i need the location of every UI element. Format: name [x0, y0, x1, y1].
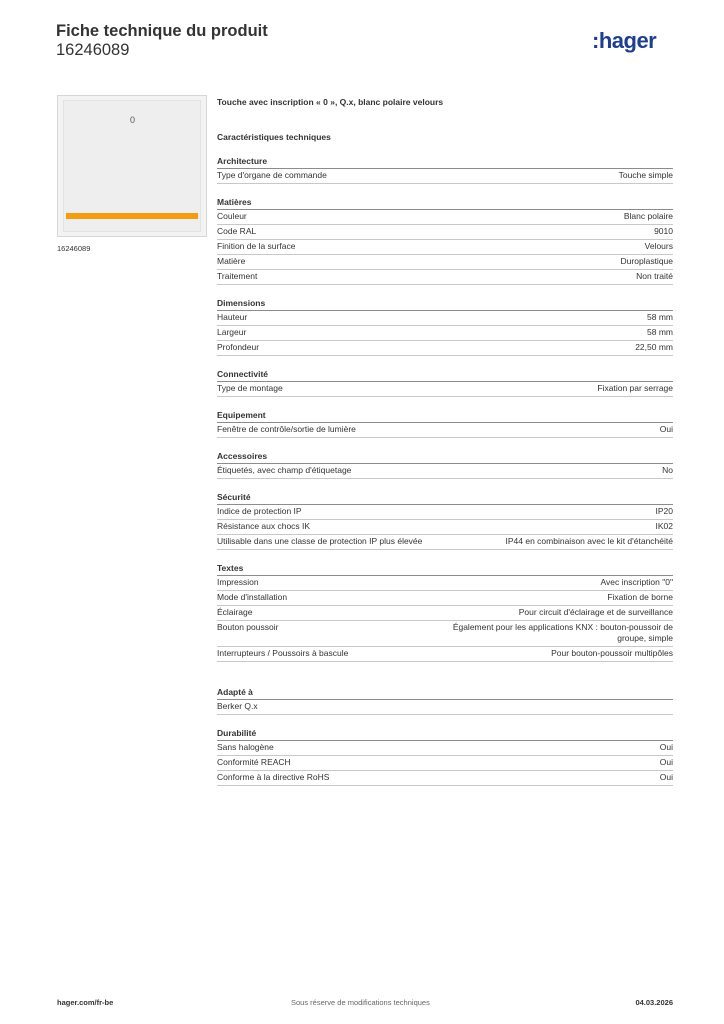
spec-label: Berker Q.x	[217, 701, 258, 711]
spec-label: Conformité REACH	[217, 757, 291, 767]
spec-row	[217, 621, 673, 647]
footer-date: 04.03.2026	[635, 998, 673, 1007]
section-title: Sécurité	[217, 492, 673, 505]
spec-value: Oui	[659, 757, 673, 767]
spec-row	[217, 423, 673, 438]
section-title: Textes	[217, 563, 673, 576]
spec-label: Hauteur	[217, 312, 248, 322]
spec-row	[217, 311, 673, 326]
spec-label: Code RAL	[217, 226, 257, 236]
spec-row	[217, 255, 673, 270]
spec-value: Oui	[659, 424, 673, 434]
spec-value: Avec inscription "0"	[600, 577, 673, 587]
spec-value: IP20	[655, 506, 673, 516]
spec-value: Fixation par serrage	[597, 383, 673, 393]
spec-label: Indice de protection IP	[217, 506, 302, 516]
spec-value: 58 mm	[647, 327, 673, 337]
spec-value: Fixation de borne	[607, 592, 673, 602]
spec-label: Couleur	[217, 211, 247, 221]
spec-row	[217, 741, 673, 756]
section-title: Durabilité	[217, 728, 673, 741]
section-title: Dimensions	[217, 298, 673, 311]
spec-label: Traitement	[217, 271, 258, 281]
spec-label: Largeur	[217, 327, 247, 337]
spec-row	[217, 210, 673, 225]
spec-value: IP44 en combinaison avec le kit d'étanchéité	[505, 536, 673, 546]
spec-row	[217, 591, 673, 606]
zero-inscription: 0	[130, 115, 136, 125]
section-matieres	[217, 197, 673, 285]
page-header	[56, 22, 268, 60]
spec-label: Matière	[217, 256, 246, 266]
spec-label: Fenêtre de contrôle/sortie de lumière	[217, 424, 356, 434]
product-number: 16246089	[56, 41, 130, 59]
switch-plate	[63, 100, 201, 232]
section-title: Connectivité	[217, 369, 673, 382]
spec-row	[217, 464, 673, 479]
spec-label: Bouton poussoir	[217, 622, 279, 632]
spec-row	[217, 270, 673, 285]
spec-row	[217, 647, 673, 662]
footer-notice: Sous réserve de modifications techniques	[291, 998, 430, 1007]
spec-content	[217, 97, 673, 786]
spec-value: 22,50 mm	[635, 342, 673, 352]
spec-label: Utilisable dans une classe de protection IP plus élevée	[217, 536, 423, 546]
spec-value: Non traité	[636, 271, 673, 281]
spec-label: Éclairage	[217, 607, 253, 617]
section-durabilite	[217, 728, 673, 786]
spec-label: Type d'organe de commande	[217, 170, 327, 180]
spec-row	[217, 520, 673, 535]
spec-label: Résistance aux chocs IK	[217, 521, 311, 531]
section-dimensions	[217, 298, 673, 356]
spec-value: Également pour les applications KNX : bouton-poussoir de groupe, simple	[452, 622, 673, 643]
section-title: Accessoires	[217, 451, 673, 464]
spec-value: 58 mm	[647, 312, 673, 322]
spec-label: Étiquetés, avec champ d'étiquetage	[217, 465, 352, 475]
spec-row	[217, 756, 673, 771]
spec-label: Mode d'installation	[217, 592, 288, 602]
spec-row	[217, 505, 673, 520]
spec-value: Oui	[659, 772, 673, 782]
spec-value: Duroplastique	[620, 256, 673, 266]
spec-row	[217, 382, 673, 397]
spec-value: Oui	[659, 742, 673, 752]
spec-label: Interrupteurs / Poussoirs à bascule	[217, 648, 349, 658]
section-textes	[217, 563, 673, 662]
page-title: Fiche technique du produit	[56, 22, 268, 40]
spec-row	[217, 225, 673, 240]
hager-logo: :hager	[592, 28, 657, 53]
spec-row	[217, 341, 673, 356]
spec-row	[217, 700, 673, 715]
spec-row	[217, 606, 673, 621]
spec-value: Velours	[644, 241, 673, 251]
spec-value: No	[662, 465, 673, 475]
section-securite	[217, 492, 673, 550]
spec-row	[217, 326, 673, 341]
section-title: Adapté à	[217, 687, 673, 700]
spec-value: Pour circuit d'éclairage et de surveillance	[518, 607, 673, 617]
section-equipement	[217, 410, 673, 438]
section-accessoires	[217, 451, 673, 479]
section-architecture	[217, 156, 673, 184]
spec-label: Sans halogène	[217, 742, 274, 752]
spec-row	[217, 240, 673, 255]
spec-value: IK02	[655, 521, 673, 531]
spec-value: Blanc polaire	[623, 211, 673, 221]
spec-label: Finition de la surface	[217, 241, 296, 251]
section-title: Equipement	[217, 410, 673, 423]
spec-row	[217, 576, 673, 591]
spec-value: 9010	[654, 226, 673, 236]
image-caption: 16246089	[57, 244, 91, 253]
spec-label: Type de montage	[217, 383, 283, 393]
section-title: Architecture	[217, 156, 673, 169]
spec-label: Impression	[217, 577, 259, 587]
spec-value: Pour bouton-poussoir multipôles	[551, 648, 673, 658]
section-title: Matières	[217, 197, 673, 210]
spec-label: Profondeur	[217, 342, 260, 352]
product-image	[57, 95, 207, 237]
product-description: Touche avec inscription « 0 », Q.x, blanc polaire velours	[217, 97, 444, 107]
spec-label: Conforme à la directive RoHS	[217, 772, 330, 782]
spec-value: Touche simple	[618, 170, 673, 180]
section-adapte	[217, 687, 673, 715]
spec-row	[217, 771, 673, 786]
footer-website-link[interactable]: hager.com/fr-be	[57, 998, 114, 1007]
specs-heading: Caractéristiques techniques	[217, 132, 331, 142]
section-connectivite	[217, 369, 673, 397]
spec-row	[217, 535, 673, 550]
led-stripe	[66, 213, 198, 219]
spec-row	[217, 169, 673, 184]
